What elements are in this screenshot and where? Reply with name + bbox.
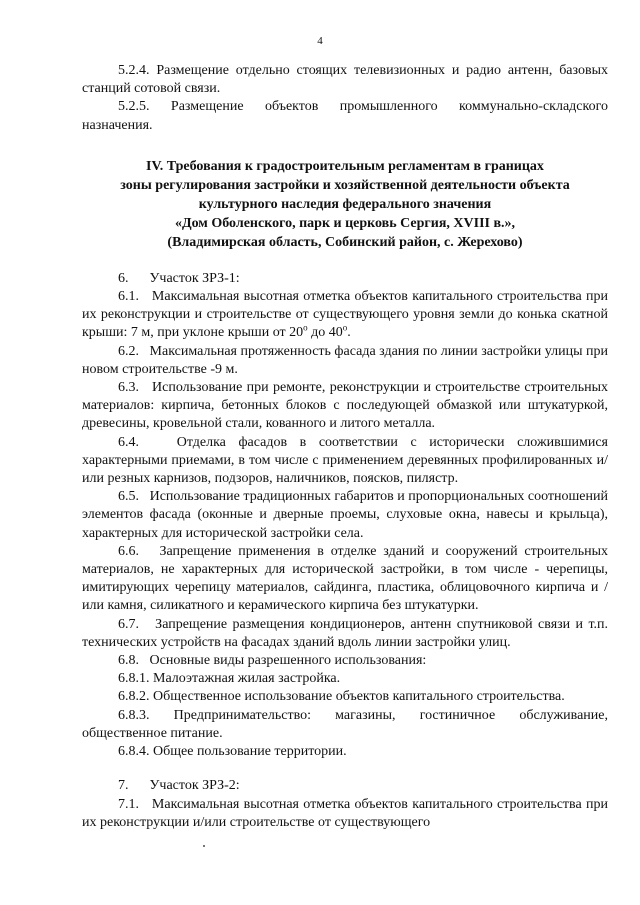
spacer	[82, 761, 608, 777]
item-6-4: 6.4. Отделка фасадов в соответствии с исторически сложившимися характерными приемами, в том числе с применением деревянных профилированных и/или резных карнизов, подзоров, наличников, поясков, пилястр.	[82, 434, 608, 487]
item-6-7: 6.7. Запрещение размещения кондиционеров, антенн спутниковой связи и т.п. технических устройств на фасадах зданий вдоль линии застройки улиц.	[82, 616, 608, 650]
item-5-2-5: 5.2.5. Размещение объектов промышленного коммунально-складского назначения.	[82, 99, 608, 133]
section-6-title: 6. Участок ЗРЗ-1:	[118, 270, 240, 286]
item-6-2: 6.2. Максимальная протяженность фасада здания по линии застройки улицы при новом строительстве -9 м.	[82, 343, 608, 377]
heading-line-4: «Дом Оболенского, парк и церковь Сергия, XVIII в.»,	[174, 215, 516, 231]
document-body	[82, 62, 608, 832]
item-6-5: 6.5. Использование традиционных габаритов и пропорциональных соотношений элементов фасада (оконные и дверные проемы, слуховые окна, навесы и крыльца), характерных для исторической застройки села.	[82, 489, 608, 541]
item-6-8-4: 6.8.4. Общее пользование территории.	[118, 744, 347, 760]
item-7-1: 7.1. Максимальная высотная отметка объектов капитального строительства при их реконструкции и/или строительстве от существующего	[82, 796, 608, 830]
item-6-3: 6.3. Использование при ремонте, реконструкции и строительстве строительных материалов: кирпича, бетонных блоков с последующей обмазкой или штукатуркой, древесины, кровельной стали, кованного и литого металла.	[82, 380, 608, 432]
item-6-8: 6.8. Основные виды разрешенного использования:	[118, 653, 427, 669]
item-5-2-4: 5.2.4. Размещение отдельно стоящих телевизионных и радио антенн, базовых станций сотовой связи.	[82, 63, 608, 97]
item-6-8-2: 6.8.2. Общественное использование объектов капитального строительства.	[118, 689, 565, 705]
item-6-1: 6.1. Максимальная высотная отметка объектов капитального строительства при их реконструкции и строительстве от существующего уровня земли до конька скатной крыши: 7 м, при уклоне крыши от $20^о$ до $40^о$.	[82, 289, 608, 341]
heading-line-3: культурного наследия федерального значения	[198, 196, 492, 212]
section-heading	[82, 157, 608, 252]
item-6-8-1: 6.8.1. Малоэтажная жилая застройка.	[118, 671, 341, 687]
heading-line-5: (Владимирская область, Собинский район, с. Жерехово)	[167, 234, 523, 250]
item-6-6: 6.6. Запрещение применения в отделке зданий и сооружений строительных материалов, не характерных для исторической застройки, в том числе - черепицы, имитирующих черепицу материалов, сайдинга, пластика, облицовочного кирпича и /или камня, силикатного и керамического кирпича без штукатурки.	[82, 543, 608, 614]
item-6-8-3: 6.8.3. Предпринимательство: магазины, гостиничное обслуживание, общественное питание.	[82, 707, 608, 741]
heading-line-2: зоны регулирования застройки и хозяйственной деятельности объекта	[120, 177, 570, 193]
page-number: 4	[317, 35, 323, 47]
scan-speck	[203, 845, 205, 847]
heading-line-1: IV. Требования к градостроительным регламентам в границах	[146, 158, 544, 174]
section-7-title: 7. Участок ЗРЗ-2:	[118, 778, 240, 794]
